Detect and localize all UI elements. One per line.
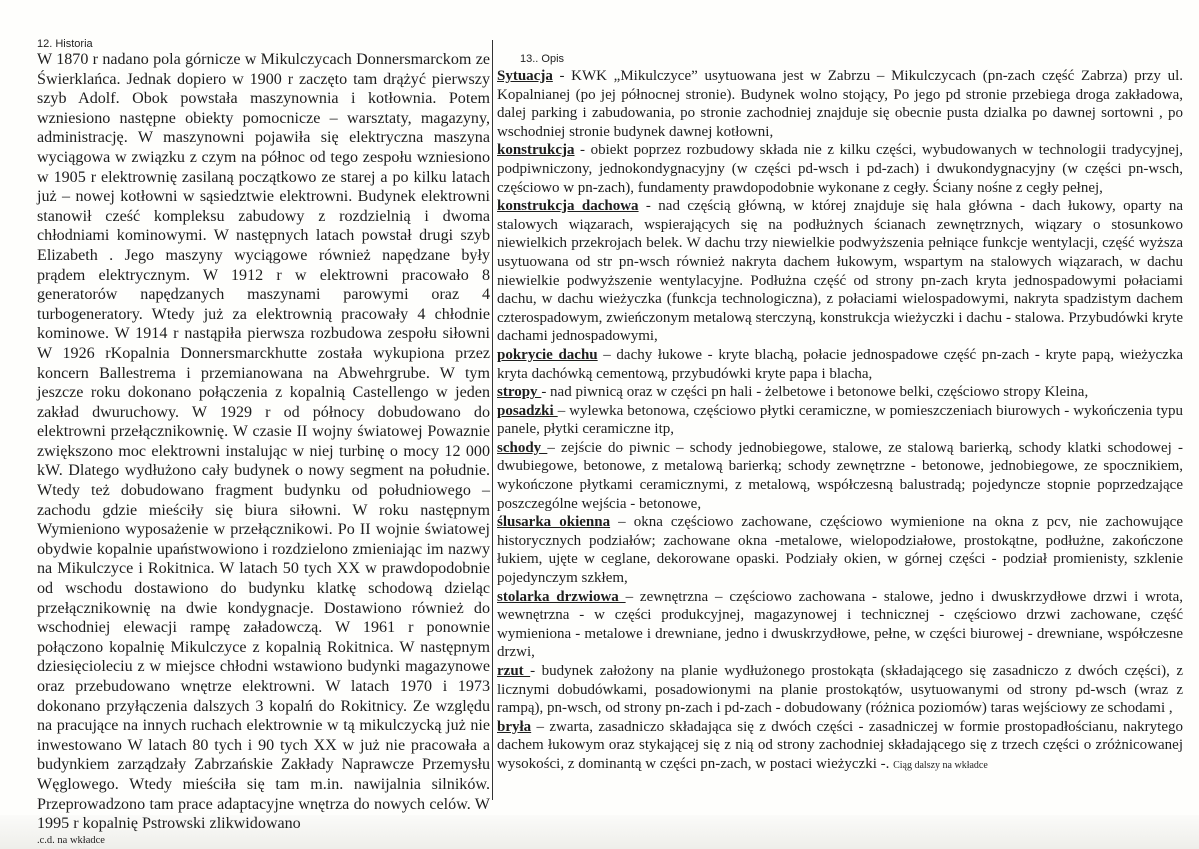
- label-bryla: bryła: [497, 718, 532, 735]
- opis-column: [497, 67, 1183, 776]
- opis-bryla: [497, 718, 1183, 776]
- opis-konstrukcja: [497, 141, 1183, 197]
- opis-sytuacja: [497, 67, 1183, 141]
- opis-pokrycie-dachu: [497, 346, 1183, 383]
- text-pokrycie-dachu: – dachy łukowe - kryte blachą, połacie jednospadowe część pn-zach - kryte papą, wieżyczka kryta dachówką cementową, przybudówki kryte papa i blacha,: [497, 346, 1183, 382]
- section-heading-opis: 13.. Opis: [520, 53, 565, 65]
- label-stolarka-drzwiowa: stolarka drzwiowa: [497, 588, 626, 605]
- text-rzut: - budynek założony na planie wydłużonego prostokąta (składającego się zasadniczo z dwóch części), z licznymi dobudówkami, posadowionymi na planie prostokątów, usytuowanymi od strony pd-wsch (wraz z rampą), pn-wsch, od strony pn-zach i pd-zach - dobudowany (różnica poziomów) taras wejściowy ze schodami ,: [497, 663, 1184, 717]
- continued-note: .c.d. na wkładce: [37, 834, 105, 846]
- label-konstrukcja: konstrukcja: [497, 142, 575, 159]
- text-schody: – zejście do piwnic – schody jednobiegowe, stalowe, ze stalową barierką, schody klatki schodowej - dwubiegowe, betonowe, z metalową barierką; schody zewnętrzne - betonowe, jednobiegowe, ze spocznikiem, wykończone płytkami ceramicznymi, z metalową, współczesną balustradą; pojedyncze stopnie poprzedzające poszczególne wejścia - betonowe,: [497, 439, 1183, 512]
- label-posadzki: posadzki: [497, 402, 558, 419]
- label-sytuacja: Sytuacja: [497, 68, 553, 84]
- label-pokrycie-dachu: pokrycie dachu: [497, 346, 598, 363]
- section-heading-historia: 12. Historia: [37, 38, 93, 50]
- historia-column: [37, 50, 490, 848]
- column-divider: [492, 40, 493, 800]
- text-bryla: – zwarta, zasadniczo składająca się z dwóch części - zasadniczej w formie prostopadłościanu, nakrytego dachem łukowym oraz stykającej się z nią od strony zachodniej składającego się z trzech części o zróżnicowanej wysokości, z dominantą w części pn-zach, w postaci wieżyczki -.: [497, 718, 1183, 772]
- text-stolarka-drzwiowa: – zewnętrzna – częściowo zachowana - stalowe, jedno i dwuskrzydłowe drzwi i wrota, wewnętrzna - w części produkcyjnej, magazynowej i technicznej - częściowo drzwi zachowane, część wymieniona - metalowe i drewniane, jedno i dwuskrzydłowe, pełne, w części biurowej - drewniane, współczesne drzwi,: [497, 588, 1183, 661]
- opis-stropy: [497, 383, 1183, 402]
- opis-konstrukcja-dachowa: [497, 197, 1183, 346]
- text-posadzki: – wylewka betonowa, częściowo płytki ceramiczne, w pomieszczeniach biurowych - wykończenia typu panele, płytki ceramiczne itp,: [497, 402, 1183, 438]
- label-slusarka-okienna: ślusarka okienna: [497, 514, 611, 531]
- label-konstrukcja-dachowa: konstrukcja dachowa: [497, 198, 639, 215]
- continued-note-right: Ciąg dalszy na wkładce: [893, 759, 988, 771]
- label-stropy: stropy: [497, 384, 542, 401]
- text-sytuacja: - KWK „Mikulczyce” usytuowana jest w Zabrzu – Mikulczycach (pn-zach część Zabrza) przy ul. Kopalnianej (po jej północnej stronie). Budynek wolno stojący, Po jego pd stronie przebiega droga zakładowa, dalej parking i zabudowania, po stronie zachodniej znajduje się obecnie pusta dzialka po dawnej sortowni , po wschodniej stronie budynek dawnej kotłowni,: [497, 68, 1183, 140]
- text-stropy: - nad piwnicą oraz w części pn hali - żelbetowe i betonowe belki, częściowo stropy Kleina,: [541, 384, 1089, 401]
- opis-schody: [497, 439, 1183, 513]
- opis-posadzki: [497, 402, 1183, 439]
- label-schody: schody: [497, 439, 548, 456]
- historia-text: W 1870 r nadano pola górnicze w Mikulczycach Donnersmarckom ze Świerklańca. Jednak dopiero w 1900 r zaczęto tam drążyć pierwszy szyb Adolf. Obok powstała maszynownia i kotłownia. Potem wzniesiono następne obiekty pomocnicze – warsztaty, magazyny, administrację. W maszynowni pojawiła się elektryczna maszyna wyciągowa w związku z czym na północ od tego zespołu wzniesiono w 1905 r elektrownię zasilaną początkowo ze starej a po kilku latach już – nowej kotłowni w sąsiedztwie elektrowni. Budynek elektrowni stanowił cześć kompleksu zabudowy z rozdzielnią i dwoma chłodniami kominowymi. W następnych latach powstał drugi szyb Elizabeth . Jego maszyny wyciągowe również napędzane były prądem elektrycznym. W 1912 r w elektrowni pracowało 8 generatorów napędzanych maszynami parowymi oraz 4 turbogeneratory. Wtedy już za elektrownią pracowały 4 chłodnie kominowe. W 1914 r nastąpiła pierwsza rozbudowa zespołu siłowni W 1926 rKopalnia Donnersmarckhutte została wykupiona przez koncern Ballestrema i przemianowana na Abwehrgrube. W tym jeszcze roku dokonano połączenia z kopalnią Castellengo w jeden zakład dwuruchowy. W 1929 r od północy dobudowano do elektrowni przełącznikownię. W czasie II wojny światowej Powaznie zwiększono moc elektrowni instalując w niej turbinę o mocy 12 000 kW. Dlatego wydłużono cały budynek o nowy segment na południe. Wtedy też dobudowano fragment budynku od południowego – zachodu gdzie mieściły się biura siłowni. W roku następnym Wymieniono wyposażenie w przełącznikowi. Po II wojnie światowej obydwie kopalnie upaństwowiono i rozdzielono zmieniając im nazwy na Mikulczyce i Rokitnica. W latach 50 tych XX w prawdopodobnie od wschodu dostawiono do budynku klatkę schodową dzieląc przełącznikownię na dwie kondygnacje. Dostawiono również do wschodniej elewacji rampę załadowczą. W 1961 r ponownie połączono kopalnię Mikulczyce z kopalnią Rokitnica. W następnym dziesięcioleciu z w miejsce chłodni wstawiono budynki magazynowe oraz przebudowano wnętrze elektrowni. W latach 1970 i 1973 dokonano przyłączenia dalszych 3 kopalń do Rokitnicy. Ze względu na pracujące na innych ruchach elektrownie w tą mikulczycką już nie inwestowano W latach 80 tych i 90 tych XX w już nie pracowała a budynkiem zarządzały Zabrzańskie Zakłady Naprawcze Przemysłu Węglowego. Wtedy mieściła się tam m.in. nawijalnia silników. Przeprowadzono tam prace adaptacyjne wnętrza do nowych celów. W 1995 r kopalnię Pstrowski zlikwidowano: [37, 51, 490, 833]
- opis-rzut: [497, 662, 1183, 718]
- label-rzut: rzut: [497, 663, 531, 679]
- opis-slusarka-okienna: [497, 513, 1183, 587]
- text-konstrukcja-dachowa: - nad częścią główną, w której znajduje się hala główna - dach łukowy, oparty na stalowych wiązarach, wspierających się na podłużnych ścianach zewnętrznych, wiązary o stosunkowo niewielkich przekrojach belek. W dachu trzy niewielkie podwyższenia pełniące funkcje wentylacji, część wyższa usytuowana od str pn-wsch również nakryta dachem łukowym, wspartym na stalowych wiązarach, w dachu niewielkie podwyższenie wentylacyjne. Podłużna część od strony pn-zach kryta jednospadowymi połaciami dachu, w dachu wieżyczka (funkcja technologiczna), z połaciami wielospadowymi, nakryta spadzistym dachem czterospadowym, zwieńczonym metalową sterczyną, konstrukcja wieżyczki i dachu - stalowa. Przybudówki kryte dachami jednospadowymi,: [497, 198, 1183, 345]
- text-konstrukcja: - obiekt poprzez rozbudowy składa nie z kilku części, wybudowanych w technologii tradycyjnej, podpiwniczony, jednokondygnacyjny (w części pd-wsch i pd-zach) i dwukondygnacyjny (w części pn-wsch, częściowo w pn-zach), fundamenty prawdopodobnie wykonane z cegły. Ściany nośne z cegły pełnej,: [497, 142, 1183, 196]
- opis-stolarka-drzwiowa: [497, 588, 1183, 662]
- text-slusarka-okienna: – okna częściowo zachowane, częściowo wymienione na okna z pcv, nie zachowujące historycznych podziałów; zachowane okna -metalowe, wielopodziałowe, prostokątne, podłużne, zakończone łukiem, ujęte w ceglane, dekorowane opaski. Podziały okien, w górnej części - podział promienisty, szklenie pojedynczym szkłem,: [497, 514, 1183, 587]
